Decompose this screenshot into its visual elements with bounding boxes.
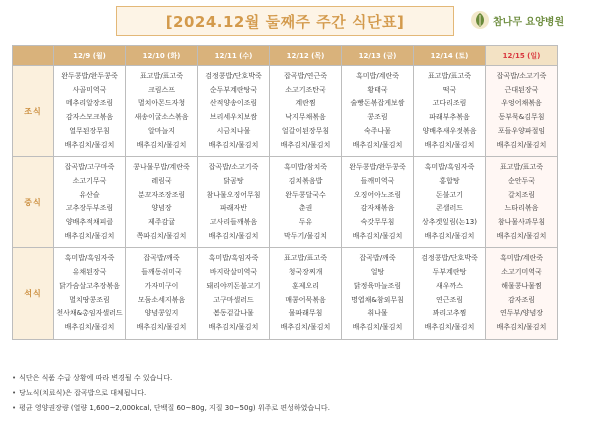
menu-cell [126,66,198,157]
meal-label: 중식 [13,157,54,248]
day-header-sunday: 12/15 (일) [486,46,558,66]
menu-item: 잡곡밥/깨죽 [143,254,180,263]
menu-item: 배추김치/물김치 [352,140,403,149]
weekly-menu-table [12,45,558,340]
menu-cell [342,248,414,339]
day-header: 12/14 (토) [414,46,486,66]
menu-item: 표고밥/표고죽 [140,72,183,80]
menu-cell [270,157,342,248]
menu-item: 산적양송이조림 [209,99,258,108]
note-item: • 식단은 식품 수급 상황에 따라 변경될 수 있습니다. [12,374,173,382]
menu-item: 배추김치/물김치 [496,322,547,331]
menu-item: 닭곰탕 [223,176,244,185]
logo-text: 참나무 요양병원 [493,16,565,28]
menu-item: 오징어아노조림 [353,190,402,199]
menu-item: 순두부계란탕국 [209,85,258,94]
menu-item: 들깨동쉬미국 [141,268,182,277]
menu-item: 돈불고기 [435,190,464,199]
menu-item: 배추김치/물김치 [280,140,331,149]
menu-item: 시금치나물 [216,126,251,135]
menu-item: 춘권 [298,204,313,213]
menu-cell [414,66,486,157]
menu-item: 콩조림 [367,113,388,122]
menu-item: 유채된장국 [72,268,107,277]
menu-item: 가자미구이 [144,281,179,290]
note-text: 당뇨식(치료식)은 잡곡밥으로 대체됩니다. [19,389,147,397]
day-header-row [13,46,558,66]
menu-item: 배추김치/물김치 [424,231,475,240]
menu-item: 배추김치/물김치 [352,231,403,240]
menu-cell [270,66,342,157]
menu-item: 새송이굴소스볶음 [134,113,189,122]
menu-item: 완두콩달국수 [285,190,326,199]
menu-item: 잡곡밥/고구마죽 [64,163,115,172]
menu-item: 연근조림 [435,295,464,304]
menu-item: 떡국 [442,85,457,94]
meal-row [13,66,558,157]
menu-cell [126,157,198,248]
menu-item: 참나물사과무침 [497,218,546,227]
meal-label: 석식 [13,248,54,339]
menu-item: 고사리들깨볶음 [209,218,258,227]
menu-item: 유산슬 [79,190,100,199]
menu-item: 고구마샐러드 [213,295,254,304]
menu-cell [342,66,414,157]
menu-item: 배추김치/물김치 [280,322,331,331]
menu-item: 상추겟잎림(논13) [422,218,477,227]
menu-item: 갈치조림 [507,190,536,199]
menu-item: 콘샐러드 [435,204,464,213]
menu-item: 분꼬자조장조림 [137,190,186,199]
menu-item: 취나물 [367,309,388,318]
day-header: 12/9 (월) [54,46,126,66]
menu-item: 해물콩나물찜 [501,281,542,290]
menu-item: 고추장두부조림 [65,204,114,213]
menu-item: 근대된장국 [504,85,539,94]
menu-item: 술빵돈볶잡게보쌈 [350,99,405,108]
menu-cell [486,248,558,339]
menu-item: 표고밥/표고죽 [428,72,471,80]
menu-item: 김치볶음밥 [288,176,323,185]
menu-cell [198,157,270,248]
menu-item: 파래자반 [219,204,248,213]
menu-item: 매콤어묵볶음 [285,295,326,304]
menu-item: 잡곡밥/소고기죽 [208,163,259,172]
menu-item: 순안두국 [507,176,536,185]
menu-item: 천사채&총임자샐러드 [56,309,123,318]
day-header: 12/11 (수) [198,46,270,66]
header-corner [13,46,54,66]
menu-item: 흑미밥/흑임자죽 [208,254,259,263]
menu-item: 흑미밥/계란죽 [500,254,543,263]
menu-cell [54,248,126,339]
menu-item: 소고기미역국 [501,268,542,277]
menu-item: 양배추적채피클 [65,218,114,227]
menu-item: 숙갓무무침 [360,218,395,227]
menu-item: 배추김치/물김치 [64,231,115,240]
menu-item: 닭정육마늘조림 [353,281,402,290]
menu-item: 계란찜 [295,99,316,108]
note-text: 식단은 식품 수급 상황에 따라 변경될 수 있습니다. [19,374,173,382]
menu-item: 배추김치/물김치 [424,140,475,149]
menu-item: 표고밥/표고죽 [500,163,543,172]
menu-cell [54,157,126,248]
note-item: • 평균 영양권장량 (열량 1,600~2,000kcal, 단백질 60~80g, 지질 30~50g) 위주로 편성하였습니다. [12,404,330,412]
menu-item: 흑미밥/흑임자죽 [424,163,475,172]
menu-item: 잡곡밥/연근죽 [284,72,327,80]
menu-item: 배추김치/물김치 [136,140,187,149]
menu-item: 느타리볶음 [504,204,539,213]
notes-section [12,371,572,416]
page-title: [2024.12월 둘째주 주간 식단표] [116,6,454,36]
oak-leaf-icon [470,10,490,30]
menu-item: 흑미밥/참치죽 [284,163,327,172]
menu-item: 낙지무채볶음 [285,113,326,122]
menu-item: 감자조림 [507,295,536,304]
menu-item: 황태국 [367,85,388,94]
menu-item: 훈제오리 [291,281,320,290]
menu-item: 흑미밥/계란죽 [356,72,399,80]
menu-item: 두유 [298,218,313,227]
menu-cell [486,157,558,248]
menu-item: 크림스프 [147,85,176,94]
menu-item: 배추김치/물김치 [208,231,259,240]
menu-item: 브리세우치보쌈 [209,113,258,122]
menu-cell [198,66,270,157]
menu-item: 들깨미역국 [360,176,395,185]
day-header: 12/12 (목) [270,46,342,66]
menu-item: 돼리야끼돈불고기 [206,281,261,290]
menu-item: 열무된장무침 [69,126,110,135]
menu-item: 흑미밥/흑임자죽 [64,254,115,263]
menu-item: 쪽파김치/물김치 [136,231,187,240]
menu-item: 멸치아몬드자청 [137,99,186,108]
menu-item: 메추리알장조림 [65,99,114,108]
menu-item: 동부묵&김무침 [498,113,545,122]
menu-item: 양념콩잎지 [144,309,179,318]
menu-item: 모둠소세지볶음 [137,295,186,304]
note-item: • 당뇨식(치료식)은 잡곡밥으로 대체됩니다. [12,389,147,397]
menu-item: 고다리조림 [432,99,467,108]
menu-item: 검정콩밥/단호박죽 [205,72,262,80]
menu-item: 배추김치/물김치 [208,322,259,331]
menu-item: 두부계란탕 [432,268,467,277]
menu-item: 포들우양파절임 [497,126,546,135]
day-header: 12/10 (화) [126,46,198,66]
menu-item: 검정콩밥/단호박죽 [421,254,478,263]
menu-item: 바지락살미역국 [209,268,258,277]
menu-cell [198,248,270,339]
menu-item: 멸치땅콩조림 [69,295,110,304]
menu-item: 얼갈이된장무침 [281,126,330,135]
menu-item: 홍합탕 [439,176,460,185]
menu-item: 소고기조탄국 [285,85,326,94]
menu-cell [270,248,342,339]
meal-label: 조식 [13,66,54,157]
menu-item: 청국장찌개 [288,268,323,277]
menu-item: 숙주나물 [363,126,392,135]
menu-item: 양념장 [151,204,172,213]
menu-item: 파래부추볶음 [429,113,470,122]
menu-item: 표고밥/표고죽 [284,254,327,263]
menu-item: 배추김치/물김치 [352,322,403,331]
menu-item: 잡곡밥/깨죽 [359,254,396,263]
menu-item: 사골미역국 [72,85,107,94]
meal-row [13,248,558,339]
menu-item: 레림국 [151,176,172,185]
note-text: 평균 영양권장량 (열량 1,600~2,000kcal, 단백질 60~80g, 지질 30~50g) 위주로 편성하였습니다. [19,404,330,412]
menu-item: 배추김치/물김치 [496,140,547,149]
menu-cell [126,248,198,339]
menu-item: 완두콩밥/완두콩죽 [61,72,118,80]
menu-item: 양배추새우젓볶음 [422,126,477,135]
menu-item: 배추김치/물김치 [64,140,115,149]
menu-item: 소고기무국 [72,176,107,185]
menu-item: 새우까스 [435,281,464,290]
menu-cell [54,66,126,157]
menu-item: 물파래무침 [288,309,323,318]
menu-cell [342,157,414,248]
menu-item: 꽈리고추찜 [432,309,467,318]
day-header: 12/13 (금) [342,46,414,66]
menu-item: 잡곡밥/소고기죽 [496,72,547,80]
menu-item: 봄동겉갈나물 [213,309,254,318]
menu-item: 닭가슴살고추장볶음 [59,281,120,290]
menu-item: 콩나물무밥/계란죽 [133,163,190,172]
menu-cell [414,248,486,339]
menu-item: 우엉어채볶음 [501,99,542,108]
menu-item: 막두기/물김치 [284,231,327,240]
menu-item: 배추김치/물김치 [496,231,547,240]
menu-item: 배추김치/물김치 [424,322,475,331]
menu-cell [414,157,486,248]
menu-item: 감자채볶음 [360,204,395,213]
menu-item: 배추김치/물김치 [208,140,259,149]
menu-item: 알마늘지 [147,126,176,135]
menu-item: 얼탕 [370,268,385,277]
menu-cell [486,66,558,157]
menu-item: 감자스모크볶음 [65,113,114,122]
menu-item: 배추김치/물김치 [64,322,115,331]
meal-row [13,157,558,248]
menu-item: 배추김치/물김치 [136,322,187,331]
menu-item: 연두부/양념장 [500,309,543,318]
menu-item: 명엽채&참외무침 [351,295,404,304]
menu-item: 제주감귤 [147,218,176,227]
menu-item: 참나물오징어무침 [206,190,261,199]
hospital-logo [470,8,564,32]
menu-item: 완두콩밥/완두콩죽 [349,163,406,172]
